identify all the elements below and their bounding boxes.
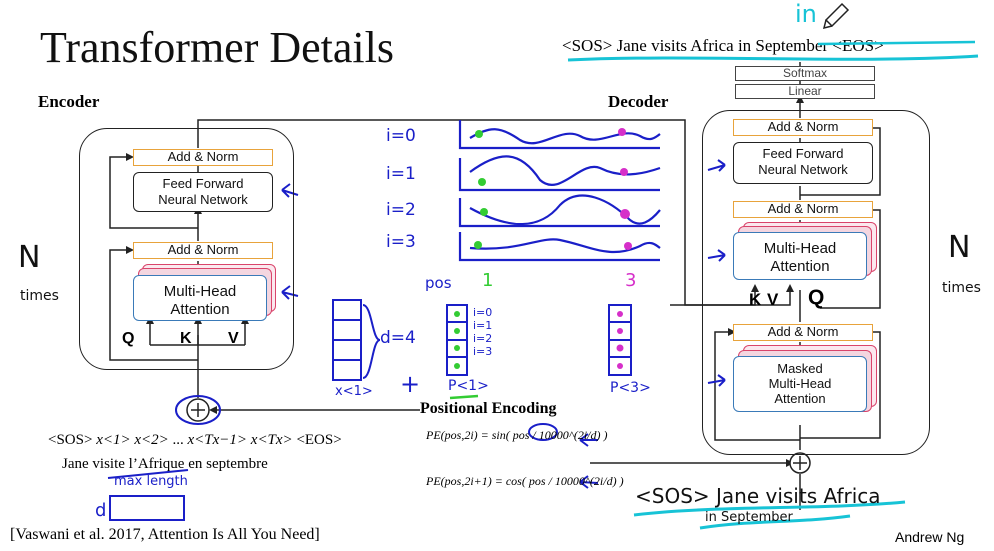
decoder-multi-head-attention bbox=[733, 232, 867, 280]
decoder-ffn-line2: Neural Network bbox=[758, 162, 848, 177]
input-dots: ... bbox=[172, 432, 184, 448]
encoder-mha-line1: Multi-Head bbox=[163, 283, 237, 300]
decoder-plus-icon bbox=[790, 453, 810, 473]
decoder-add-norm-1: Add & Norm bbox=[733, 119, 873, 136]
hand-col-labels bbox=[473, 306, 492, 358]
encoder-times: times bbox=[20, 288, 59, 304]
decoder-masked-multi-head-attention bbox=[733, 356, 867, 412]
decoder-masked-line1: Masked bbox=[777, 361, 823, 376]
french-sentence: Jane visite l’Afrique en septembre bbox=[62, 456, 268, 472]
decoder-feed-forward bbox=[733, 142, 873, 184]
hand-decoder-input-line1: <SOS> Jane visits Africa bbox=[635, 484, 881, 508]
encoder-label: Encoder bbox=[38, 92, 100, 111]
hand-col-i2: i=2 bbox=[473, 332, 493, 345]
positional-encoding-label: Positional Encoding bbox=[420, 400, 557, 417]
hand-max-length: max length bbox=[114, 474, 188, 489]
encoder-n: N bbox=[18, 240, 41, 275]
decoder-masked-line3: Attention bbox=[774, 391, 826, 406]
encoder-ffn-line2: Neural Network bbox=[158, 192, 248, 207]
hand-i0: i=0 bbox=[386, 126, 416, 146]
hand-col-i0: i=0 bbox=[473, 306, 493, 319]
decoder-mha-line2: Attention bbox=[770, 258, 830, 275]
encoder-q-label: Q bbox=[122, 330, 135, 347]
decoder-linear: Linear bbox=[735, 84, 875, 99]
encoder-feed-forward bbox=[133, 172, 273, 212]
input-xtm1: x<Tx−1> bbox=[187, 432, 248, 448]
encoder-add-norm-mid: Add & Norm bbox=[133, 242, 273, 259]
encoder-ffn-line1: Feed Forward bbox=[162, 176, 244, 191]
pe-formula-cos: PE(pos,2i+1) = cos( pos / 10000^(2i/d) ) bbox=[426, 474, 624, 488]
decoder-q-label: Q bbox=[808, 286, 825, 309]
decoder-times: times bbox=[942, 280, 981, 296]
hand-pos1: 1 bbox=[482, 270, 494, 291]
decoder-n: N bbox=[948, 230, 971, 265]
encoder-mha-line2: Attention bbox=[170, 301, 230, 318]
input-sos: <SOS> bbox=[48, 432, 93, 448]
decoder-mha-line1: Multi-Head bbox=[763, 240, 837, 257]
hand-col-i1: i=1 bbox=[473, 319, 493, 332]
decoder-k-label: K bbox=[749, 290, 762, 309]
output-annotation-in: in bbox=[795, 0, 817, 28]
decoder-softmax: Softmax bbox=[735, 66, 875, 81]
sinusoid-waves bbox=[460, 120, 660, 260]
decoder-add-norm-3: Add & Norm bbox=[733, 324, 873, 341]
decoder-label: Decoder bbox=[608, 92, 669, 111]
input-eos: <EOS> bbox=[296, 432, 342, 448]
hand-decoder-input-line2: in September bbox=[705, 510, 793, 525]
hand-pos: pos bbox=[425, 274, 452, 292]
hand-col-i3: i=3 bbox=[473, 345, 493, 358]
input-xt: x<Tx> bbox=[250, 432, 293, 448]
hand-i3: i=3 bbox=[386, 232, 416, 252]
hand-x1: x<1> bbox=[335, 384, 373, 399]
slide-title: Transformer Details bbox=[40, 23, 394, 72]
encoder-add-norm-top: Add & Norm bbox=[133, 149, 273, 166]
decoder-add-norm-2: Add & Norm bbox=[733, 201, 873, 218]
hand-i2: i=2 bbox=[386, 200, 416, 220]
hand-p1: P<1> bbox=[448, 378, 489, 394]
output-sentence: <SOS> Jane visits Africa in September <EOS> bbox=[562, 36, 884, 55]
hand-p3: P<3> bbox=[610, 380, 651, 396]
decoder-masked-line2: Multi-Head bbox=[768, 376, 832, 391]
input-x1: x<1> bbox=[96, 432, 131, 448]
hand-d4: d=4 bbox=[380, 328, 416, 348]
hand-d: d bbox=[95, 500, 107, 521]
hand-pos3: 3 bbox=[625, 270, 637, 291]
decoder-v-label: V bbox=[767, 290, 779, 309]
citation: [Vaswani et al. 2017, Attention Is All You Need] bbox=[10, 526, 320, 543]
pe-formula-sin: PE(pos,2i) = sin( pos / 10000^(2i/d) ) bbox=[426, 428, 608, 442]
pencil-icon bbox=[824, 4, 848, 28]
decoder-ffn-line1: Feed Forward bbox=[762, 146, 844, 161]
encoder-multi-head-attention bbox=[133, 275, 267, 321]
author: Andrew Ng bbox=[895, 529, 965, 545]
hand-plus: + bbox=[400, 370, 421, 398]
input-x2: x<2> bbox=[134, 432, 169, 448]
input-sequence bbox=[48, 432, 342, 449]
hand-i1: i=1 bbox=[386, 164, 416, 184]
encoder-k-label: K bbox=[180, 330, 192, 347]
encoder-v-label: V bbox=[228, 330, 239, 347]
